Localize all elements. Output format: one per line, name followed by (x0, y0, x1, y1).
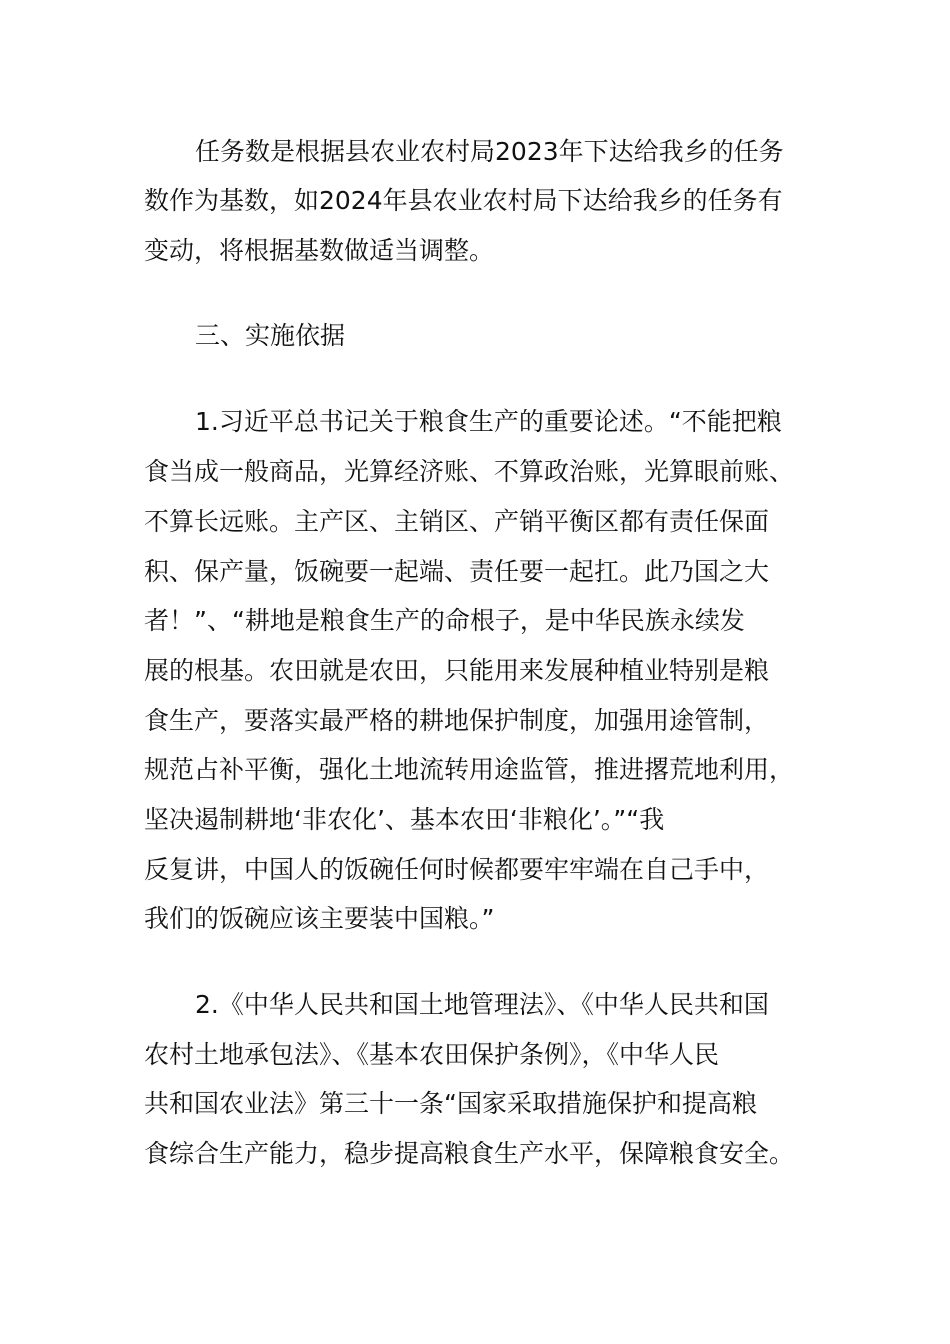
paragraph-line: 农村土地承包法》、《基本农田保护条例》，《中华人民 (144, 1040, 720, 1069)
paragraph-line: 不算长远账。主产区、主销区、产销平衡区都有责任保面 (144, 507, 770, 536)
paragraph-line: 积、保产量，饭碗要一起端、责任要一起扛。此乃国之大 (144, 557, 770, 586)
paragraph-line: 食生产，要落实最严格的耕地保护制度，加强用途管制， (144, 706, 770, 735)
paragraph-line: 1.习近平总书记关于粮食生产的重要论述。“不能把粮 (195, 407, 782, 436)
paragraph-line: 规范占补平衡，强化土地流转用途监管，推进撂荒地利用， (144, 755, 795, 784)
paragraph-line: 食当成一般商品，光算经济账、不算政治账，光算眼前账、 (144, 457, 795, 486)
paragraph-line: 者！”、“耕地是粮食生产的命根子，是中华民族永续发 (144, 606, 745, 635)
paragraph-line: 反复讲，中国人的饭碗任何时候都要牢牢端在自己手中， (144, 855, 770, 884)
paragraph-line: 变动，将根据基数做适当调整。 (144, 236, 495, 265)
paragraph-line: 2.《中华人民共和国土地管理法》、《中华人民共和国 (195, 990, 769, 1019)
paragraph-line: 我们的饭碗应该主要装中国粮。” (144, 904, 495, 933)
paragraph-line: 数作为基数，如2024年县农业农村局下达给我乡的任务有 (144, 186, 783, 215)
paragraph-line: 食综合生产能力，稳步提高粮食生产水平，保障粮食安全。 (144, 1139, 795, 1168)
paragraph-line: 展的根基。农田就是农田，只能用来发展种植业特别是粮 (144, 656, 770, 685)
paragraph-line: 坚决遏制耕地‘非农化’、基本农田‘非粮化’。”“我 (144, 805, 665, 834)
paragraph-line: 共和国农业法》第三十一条“国家采取措施保护和提高粮 (144, 1089, 757, 1118)
paragraph-line: 任务数是根据县农业农村局2023年下达给我乡的任务 (195, 137, 784, 166)
section-heading-text: 三、实施依据 (195, 321, 346, 350)
